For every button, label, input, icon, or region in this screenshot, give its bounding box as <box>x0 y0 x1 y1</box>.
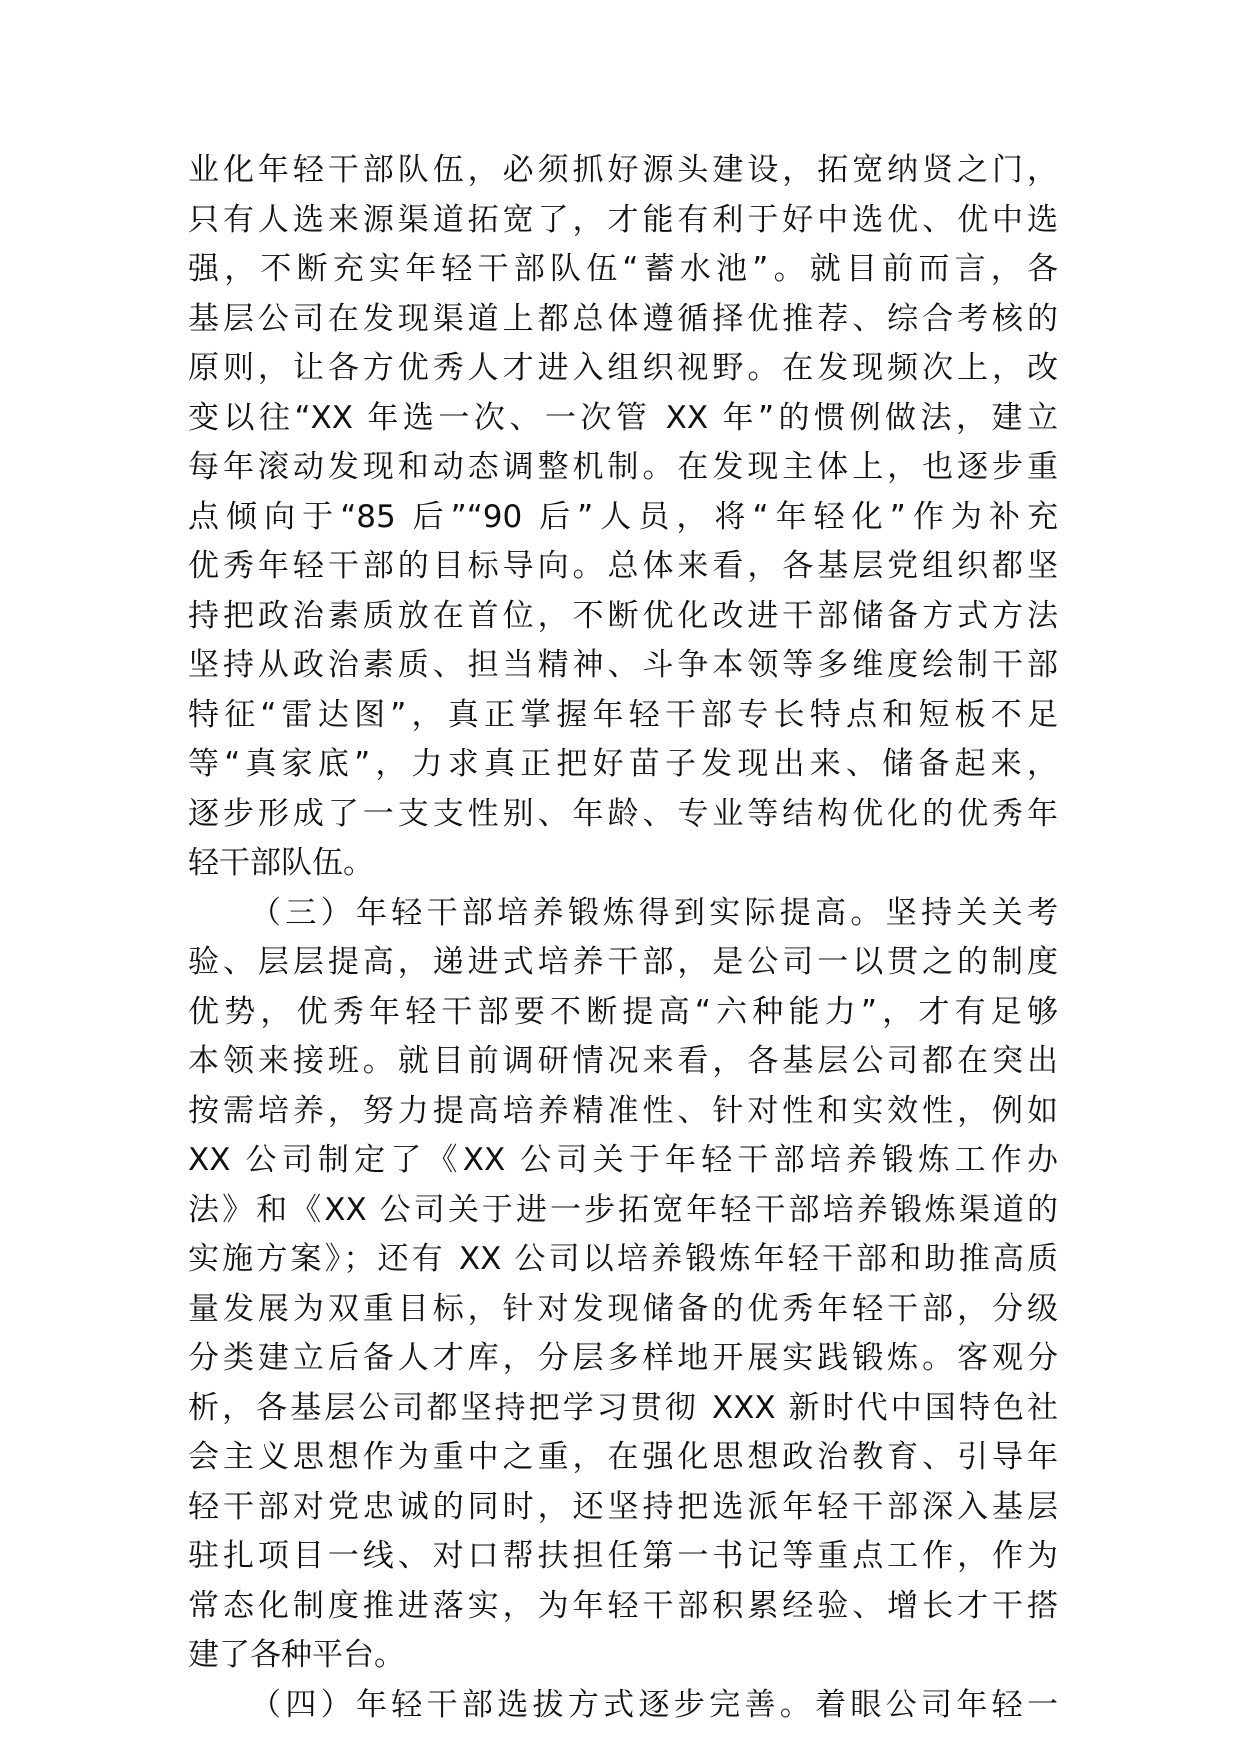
body-line: 轻干部队伍。 <box>188 845 374 881</box>
body-line: 持把政治素质放在首位，不断优化改进干部储备方式方法 <box>188 597 1058 634</box>
body-line: 优势，优秀年轻干部要不断提高“六种能力”，才有足够 <box>188 993 1058 1030</box>
body-line: 业化年轻干部队伍，必须抓好源头建设，拓宽纳贤之门， <box>188 152 1058 188</box>
body-line: 按需培养，努力提高培养精准性、针对性和实效性，例如 <box>188 1092 1058 1129</box>
body-line: 会主义思想作为重中之重，在强化思想政治教育、引导年 <box>188 1439 1058 1475</box>
body-line: 每年滚动发现和动态调整机制。在发现主体上，也逐步重 <box>188 449 1058 485</box>
body-line: 实施方案》；还有 XX 公司以培养锻炼年轻干部和助推高质 <box>188 1241 1058 1277</box>
section-heading-line: （三）年轻干部培养锻炼得到实际提高。坚持关关考 <box>250 894 1058 931</box>
body-line: 量发展为双重目标，针对发现储备的优秀年轻干部，分级 <box>188 1290 1058 1327</box>
body-line: 强，不断充实年轻干部队伍“蓄水池”。就目前而言，各 <box>188 251 1058 287</box>
body-line: 分类建立后备人才库，分层多样地开展实践锻炼。客观分 <box>188 1340 1058 1376</box>
body-line: 优秀年轻干部的目标导向。总体来看，各基层党组织都坚 <box>188 548 1058 584</box>
document-body <box>188 146 1058 1730</box>
body-line: 基层公司在发现渠道上都总体遵循择优推荐、综合考核的 <box>188 300 1058 337</box>
section-heading-line: （四）年轻干部选拔方式逐步完善。着眼公司年轻一 <box>250 1686 1058 1723</box>
body-line: 等“真家底”，力求真正把好苗子发现出来、储备起来， <box>188 746 1058 782</box>
body-line: 验、层层提高，递进式培养干部，是公司一以贯之的制度 <box>188 944 1058 980</box>
body-line: 建了各种平台。 <box>188 1637 405 1673</box>
body-line: 坚持从政治素质、担当精神、斗争本领等多维度绘制干部 <box>188 647 1058 683</box>
body-line: 驻扎项目一线、对口帮扶担任第一书记等重点工作，作为 <box>188 1538 1058 1574</box>
body-line: 只有人选来源渠道拓宽了，才能有利于好中选优、优中选 <box>188 201 1058 238</box>
body-line: 特征“雷达图”，真正掌握年轻干部专长特点和短板不足 <box>188 696 1058 733</box>
body-line: 本领来接班。就目前调研情况来看，各基层公司都在突出 <box>188 1043 1058 1079</box>
body-line: 逐步形成了一支支性别、年龄、专业等结构优化的优秀年 <box>188 795 1058 832</box>
body-line: XX 公司制定了《XX 公司关于年轻干部培养锻炼工作办 <box>188 1142 1058 1178</box>
body-line: 析，各基层公司都坚持把学习贯彻 XXX 新时代中国特色社 <box>188 1389 1058 1426</box>
body-line: 常态化制度推进落实，为年轻干部积累经验、增长才干搭 <box>188 1587 1058 1624</box>
body-line: 法》和《XX 公司关于进一步拓宽年轻干部培养锻炼渠道的 <box>188 1191 1058 1228</box>
body-line: 原则，让各方优秀人才进入组织视野。在发现频次上，改 <box>188 350 1058 386</box>
body-line: 点倾向于“85 后”“90 后”人员，将“年轻化”作为补充 <box>188 498 1058 535</box>
body-line: 变以往“XX 年选一次、一次管 XX 年”的惯例做法，建立 <box>188 399 1058 436</box>
body-line: 轻干部对党忠诚的同时，还坚持把选派年轻干部深入基层 <box>188 1488 1058 1525</box>
